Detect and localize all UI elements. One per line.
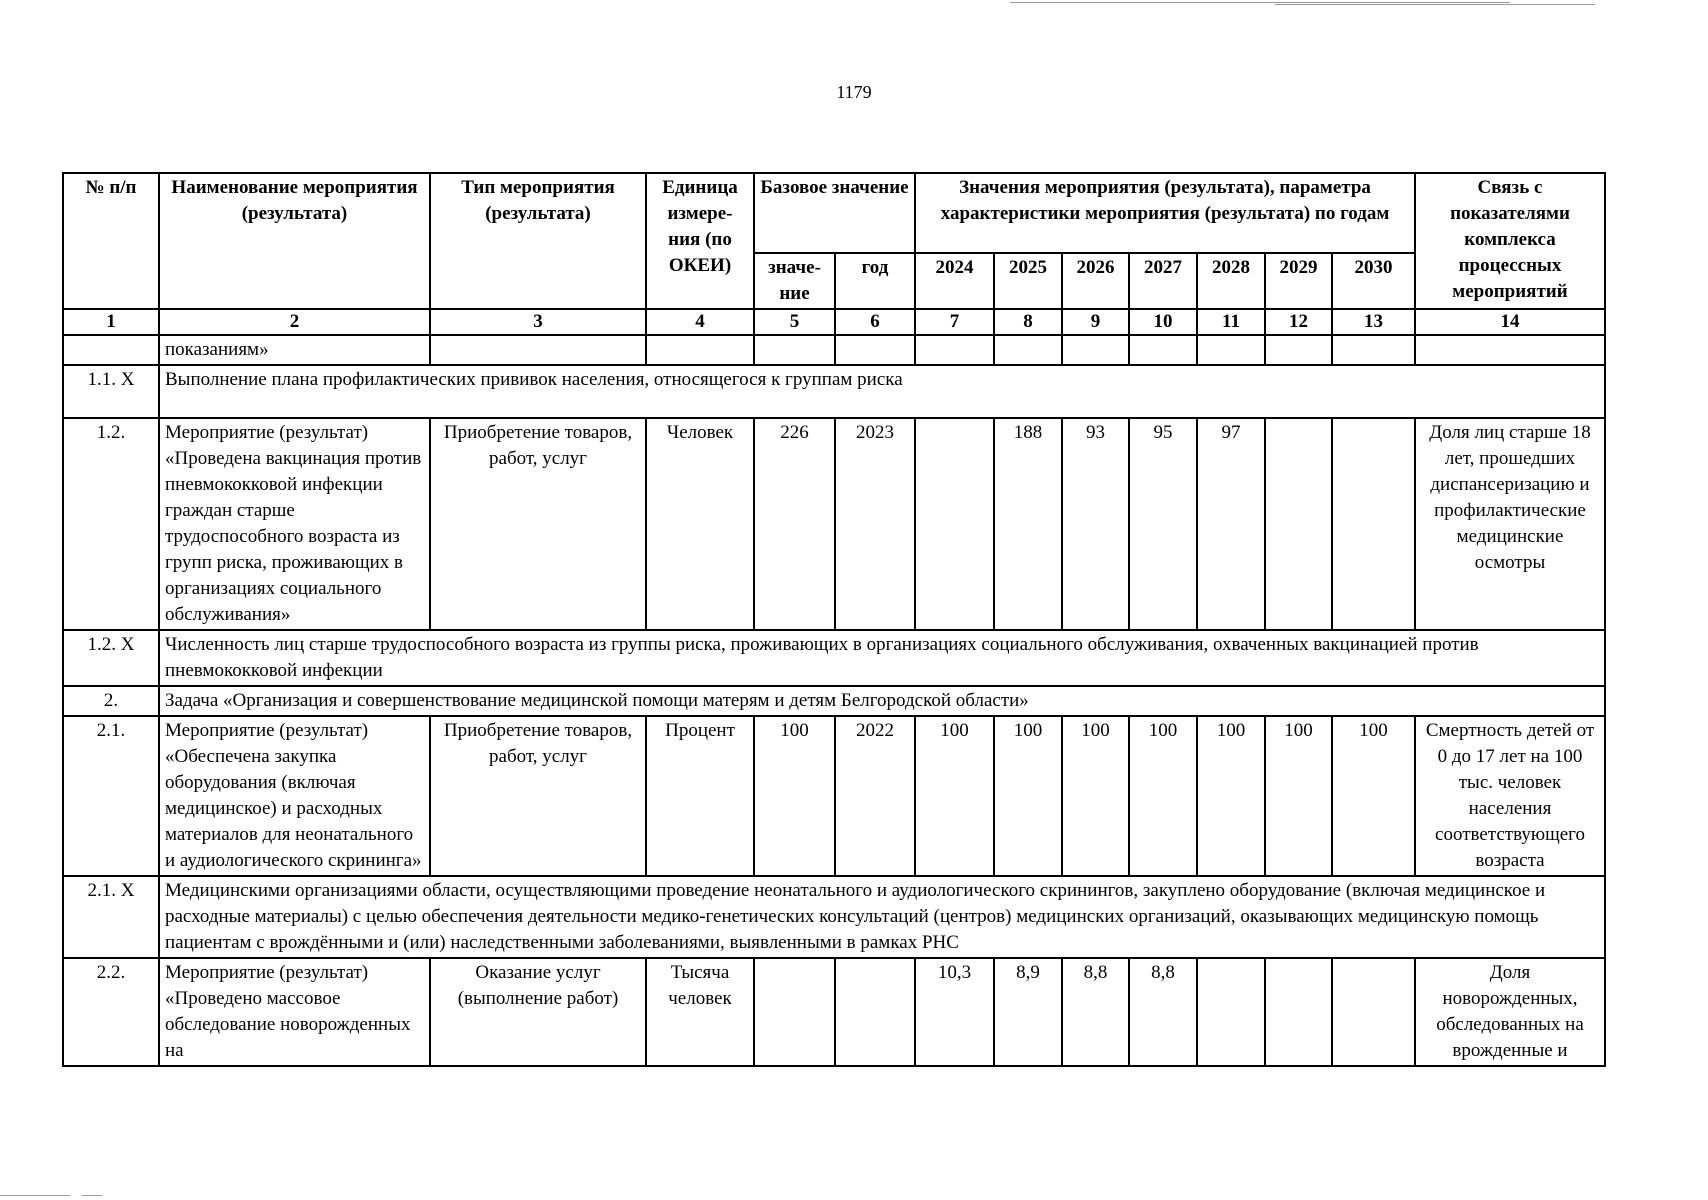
row-link: Смертность детей от 0 до 17 лет на 100 тыс. человек населения соответствующего возраста [1415, 716, 1605, 876]
row-num: 2.2. [63, 958, 159, 1066]
row-base-value [754, 335, 835, 365]
row-value-2030: 100 [1332, 716, 1415, 876]
header-link: Связь с показателями комплекса процессных мероприятий [1415, 173, 1605, 309]
row-value-2027: 95 [1129, 418, 1197, 630]
row-unit: Тысяча человек [646, 958, 754, 1066]
row-task: Задача «Организация и совершенствование медицинской помощи матерям и детям Белгородской области» [159, 686, 1605, 716]
page-number: 1179 [836, 82, 872, 102]
column-number: 10 [1129, 309, 1197, 335]
activities-table [62, 172, 1606, 1067]
row-value-2025: 8,9 [994, 958, 1062, 1066]
row-name: Мероприятие (результат) «Проведено массовое обследование новорожденных на [159, 958, 430, 1066]
column-number: 8 [994, 309, 1062, 335]
table-row [63, 365, 1605, 418]
column-number: 3 [430, 309, 646, 335]
row-type: Приобретение товаров, работ, услуг [430, 418, 646, 630]
row-characteristic: Численность лиц старше трудоспособного возраста из группы риска, проживающих в организациях социального обслуживания, охваченных вакцинацией против пневмококковой инфекции [159, 630, 1605, 686]
column-number: 6 [835, 309, 915, 335]
row-value-2028: 97 [1197, 418, 1265, 630]
row-base-value: 226 [754, 418, 835, 630]
row-value-2028 [1197, 958, 1265, 1066]
row-value-2026: 93 [1062, 418, 1129, 630]
column-number: 13 [1332, 309, 1415, 335]
row-characteristic: Медицинскими организациями области, осуществляющими проведение неонатального и аудиологического скринингов, закуплено оборудование (включая медицинское и расходные материалы) с целью обеспечения деятельности медико-генетических консультаций (центров) медицинских организаций, оказывающих медицинскую помощь пациентам с врождёнными и (или) наследственными заболеваниями, выявленными в рамках РНС [159, 876, 1605, 958]
column-number: 1 [63, 309, 159, 335]
row-value-2029: 100 [1265, 716, 1332, 876]
row-name: Мероприятие (результат) «Проведена вакцинация против пневмококковой инфекции граждан старше трудоспособного возраста из групп риска, проживающих в организациях социального обслуживания» [159, 418, 430, 630]
row-name: Мероприятие (результат) «Обеспечена закупка оборудования (включая медицинское) и расходных материалов для неонатального и аудиологического скрининга» [159, 716, 430, 876]
row-num: 2.1. X [63, 876, 159, 958]
row-value-2024: 100 [915, 716, 994, 876]
row-base-year: 2023 [835, 418, 915, 630]
column-number: 14 [1415, 309, 1605, 335]
row-link: Доля лиц старше 18 лет, прошедших диспансеризацию и профилактические медицинские осмотры [1415, 418, 1605, 630]
row-value-2029 [1265, 335, 1332, 365]
table-row [63, 630, 1605, 686]
row-link: Доля новорожденных, обследованных на врожденные и [1415, 958, 1605, 1066]
header-year-2027: 2027 [1129, 253, 1197, 309]
row-num: 2. [63, 686, 159, 716]
row-name: показаниям» [159, 335, 430, 365]
row-value-2024: 10,3 [915, 958, 994, 1066]
column-number-row [63, 309, 1605, 335]
column-number: 7 [915, 309, 994, 335]
row-value-2028 [1197, 335, 1265, 365]
column-number: 2 [159, 309, 430, 335]
header-year-2026: 2026 [1062, 253, 1129, 309]
row-value-2024 [915, 418, 994, 630]
row-value-2030 [1332, 418, 1415, 630]
row-value-2025: 100 [994, 716, 1062, 876]
header-year-2025: 2025 [994, 253, 1062, 309]
row-type [430, 335, 646, 365]
row-unit [646, 335, 754, 365]
row-num [63, 335, 159, 365]
header-values: Значения мероприятия (результата), параметра характеристики мероприятия (результата) по годам [915, 173, 1415, 253]
row-value-2025 [994, 335, 1062, 365]
row-value-2026 [1062, 335, 1129, 365]
table-header [63, 173, 1605, 335]
row-unit: Человек [646, 418, 754, 630]
row-type: Приобретение товаров, работ, услуг [430, 716, 646, 876]
table-row [63, 876, 1605, 958]
header-year-2030: 2030 [1332, 253, 1415, 309]
row-base-year [835, 335, 915, 365]
column-number: 11 [1197, 309, 1265, 335]
table-row [63, 418, 1605, 630]
row-characteristic: Выполнение плана профилактических прививок населения, относящегося к группам риска [159, 365, 1605, 418]
column-number: 12 [1265, 309, 1332, 335]
row-base-year [835, 958, 915, 1066]
header-name: Наименование мероприятия (результата) [159, 173, 430, 309]
row-value-2026: 100 [1062, 716, 1129, 876]
row-value-2027: 8,8 [1129, 958, 1197, 1066]
row-type: Оказание услуг (выполнение работ) [430, 958, 646, 1066]
header-year-2028: 2028 [1197, 253, 1265, 309]
header-num: № п/п [63, 173, 159, 309]
row-base-year: 2022 [835, 716, 915, 876]
column-number: 4 [646, 309, 754, 335]
row-value-2027 [1129, 335, 1197, 365]
row-value-2028: 100 [1197, 716, 1265, 876]
row-value-2025: 188 [994, 418, 1062, 630]
header-type: Тип мероприятия (результата) [430, 173, 646, 309]
row-value-2027: 100 [1129, 716, 1197, 876]
row-value-2024 [915, 335, 994, 365]
scan-artifact-line [0, 1195, 70, 1196]
row-base-value [754, 958, 835, 1066]
table-row [63, 716, 1605, 876]
header-base-value: значе-ние [754, 253, 835, 309]
row-num: 1.1. X [63, 365, 159, 418]
header-year-2024: 2024 [915, 253, 994, 309]
header-unit: Единица измере-ния (по ОКЕИ) [646, 173, 754, 309]
row-value-2029 [1265, 418, 1332, 630]
header-year-2029: 2029 [1265, 253, 1332, 309]
table-row [63, 958, 1605, 1066]
row-num: 1.2. [63, 418, 159, 630]
table-row [63, 335, 1605, 365]
row-num: 1.2. X [63, 630, 159, 686]
scan-artifact-line [82, 1195, 102, 1196]
row-unit: Процент [646, 716, 754, 876]
row-value-2030 [1332, 335, 1415, 365]
row-link [1415, 335, 1605, 365]
row-num: 2.1. [63, 716, 159, 876]
scan-artifact-line [1275, 4, 1595, 5]
header-base-year: год [835, 253, 915, 309]
header-base: Базовое значение [754, 173, 915, 253]
table-row [63, 686, 1605, 716]
column-number: 5 [754, 309, 835, 335]
column-number: 9 [1062, 309, 1129, 335]
row-value-2026: 8,8 [1062, 958, 1129, 1066]
row-value-2030 [1332, 958, 1415, 1066]
scan-artifact-line [1010, 2, 1510, 3]
row-base-value: 100 [754, 716, 835, 876]
row-value-2029 [1265, 958, 1332, 1066]
